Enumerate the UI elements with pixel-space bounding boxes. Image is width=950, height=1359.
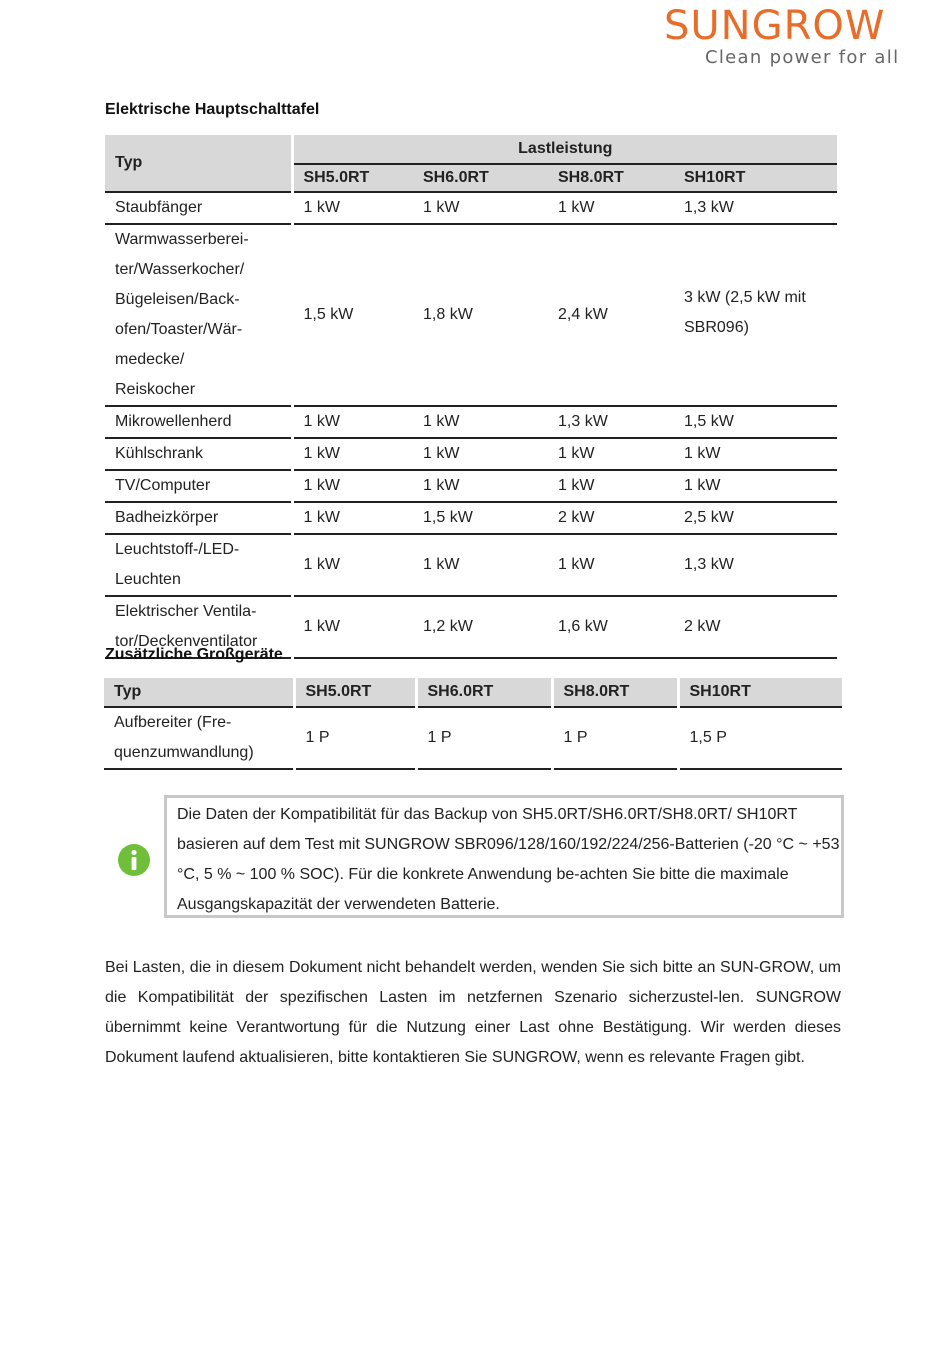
appliance-name-line: Leuchtstoff-/LED- — [115, 541, 240, 558]
load-value: 1 kW — [548, 192, 674, 224]
sungrow-logo — [664, 3, 944, 69]
power-value: 1 P — [294, 707, 416, 769]
header-model: SH8.0RT — [552, 678, 678, 707]
logo-tagline: Clean power for all — [705, 47, 900, 68]
table-row — [105, 224, 837, 406]
load-value: 1 kW — [292, 596, 413, 658]
load-value: 1 kW — [674, 470, 837, 502]
power-value: 1 P — [416, 707, 552, 769]
appliance-name — [104, 707, 294, 769]
appliance-name: Mikrowellenherd — [105, 406, 292, 438]
info-icon — [117, 843, 151, 877]
table-row — [105, 470, 837, 502]
load-value: 1,2 kW — [413, 596, 548, 658]
appliance-name-line: quenzumwandlung) — [114, 744, 254, 761]
load-value: 1,3 kW — [548, 406, 674, 438]
load-value: 1 kW — [292, 502, 413, 534]
load-value: 2,5 kW — [674, 502, 837, 534]
table-row — [105, 534, 837, 596]
header-model: SH10RT — [678, 678, 842, 707]
appliance-name-line: tor/Deckenventilator — [115, 633, 258, 650]
table-row — [104, 707, 842, 769]
header-type: Typ — [105, 135, 292, 192]
appliance-name-line: ter/Wasserkocher/ — [115, 261, 245, 278]
load-value: 1 kW — [292, 534, 413, 596]
header-load-power: Lastleistung — [292, 135, 837, 164]
appliance-name-line: Bügeleisen/Back- — [115, 291, 240, 308]
table-row — [105, 502, 837, 534]
appliance-name: Badheizkörper — [105, 502, 292, 534]
load-value: 1,5 kW — [413, 502, 548, 534]
header-model: SH5.0RT — [292, 164, 413, 192]
appliance-name — [105, 224, 292, 406]
load-value: 1 kW — [548, 438, 674, 470]
load-value: 1,8 kW — [413, 224, 548, 406]
section-title-main-panel: Elektrische Hauptschalttafel — [105, 101, 320, 118]
load-value: 1 kW — [292, 192, 413, 224]
load-value: 3 kW (2,5 kW mit SBR096) — [674, 224, 837, 406]
load-value: 1,5 kW — [292, 224, 413, 406]
appliance-name-line: Elektrischer Ventila- — [115, 603, 257, 620]
power-value: 1,5 P — [678, 707, 842, 769]
load-value: 1 kW — [413, 192, 548, 224]
load-value: 1,3 kW — [674, 534, 837, 596]
load-value: 1 kW — [548, 534, 674, 596]
appliance-name: TV/Computer — [105, 470, 292, 502]
header-model: SH6.0RT — [416, 678, 552, 707]
load-power-table — [105, 135, 837, 659]
appliance-name: Staubfänger — [105, 192, 292, 224]
load-value: 1 kW — [413, 406, 548, 438]
appliance-name — [105, 534, 292, 596]
appliance-name-line: Aufbereiter (Fre- — [114, 714, 232, 731]
table-row — [105, 406, 837, 438]
header-model: SH6.0RT — [413, 164, 548, 192]
load-value: 2,4 kW — [548, 224, 674, 406]
table-row — [105, 192, 837, 224]
large-appliances-table — [104, 678, 842, 770]
load-value: 1 kW — [674, 438, 837, 470]
load-value: 1 kW — [413, 470, 548, 502]
load-value: 1,6 kW — [548, 596, 674, 658]
header-model: SH10RT — [674, 164, 837, 192]
load-value: 1 kW — [292, 470, 413, 502]
load-value: 1 kW — [413, 534, 548, 596]
appliance-name-line: Warmwasserberei- — [115, 231, 249, 248]
load-value: 1 kW — [292, 438, 413, 470]
header-type: Typ — [104, 678, 294, 707]
logo-wordmark: SUNGROW — [664, 3, 886, 49]
section-title-large-appliances: Zusätzliche Großgeräte — [105, 646, 283, 663]
load-value: 1,5 kW — [674, 406, 837, 438]
appliance-name: Kühlschrank — [105, 438, 292, 470]
load-value: 2 kW — [674, 596, 837, 658]
table-row — [105, 438, 837, 470]
load-value: 1 kW — [548, 470, 674, 502]
closing-paragraph: Bei Lasten, die in diesem Dokument nicht behandelt werden, wenden Sie sich bitte an SUN-GROW, um die Kompatibilität der spezifischen Lasten im netzfernen Szenario sicherzustel-len. SUNGROW übernimmt keine Verantwortung für die Nutzung einer Last ohne Bestätigung. Wir werden dieses Dokument laufend aktualisieren, bitte kontaktieren Sie SUNGROW, wenn es relevante Fragen gibt. — [105, 959, 841, 1066]
header-model: SH8.0RT — [548, 164, 674, 192]
load-value: 2 kW — [548, 502, 674, 534]
appliance-name-line: Leuchten — [115, 571, 181, 588]
appliance-name-line: medecke/ — [115, 351, 185, 368]
header-model: SH5.0RT — [294, 678, 416, 707]
power-value: 1 P — [552, 707, 678, 769]
load-value: 1 kW — [413, 438, 548, 470]
note-box: Die Daten der Kompatibilität für das Backup von SH5.0RT/SH6.0RT/SH8.0RT/ SH10RT basieren auf dem Test mit SUNGROW SBR096/128/160/192/224/256-Batterien (-20 °C ~ +53 °C, 5 % ~ 100 % SOC). Für die konkrete Anwendung be-achten Sie bitte die maximale Ausgangskapazität der verwendeten Batterie. — [164, 795, 844, 918]
appliance-name-line: Reiskocher — [115, 381, 196, 398]
load-value: 1 kW — [292, 406, 413, 438]
appliance-name-line: ofen/Toaster/Wär- — [115, 321, 243, 338]
load-value: 1,3 kW — [674, 192, 837, 224]
